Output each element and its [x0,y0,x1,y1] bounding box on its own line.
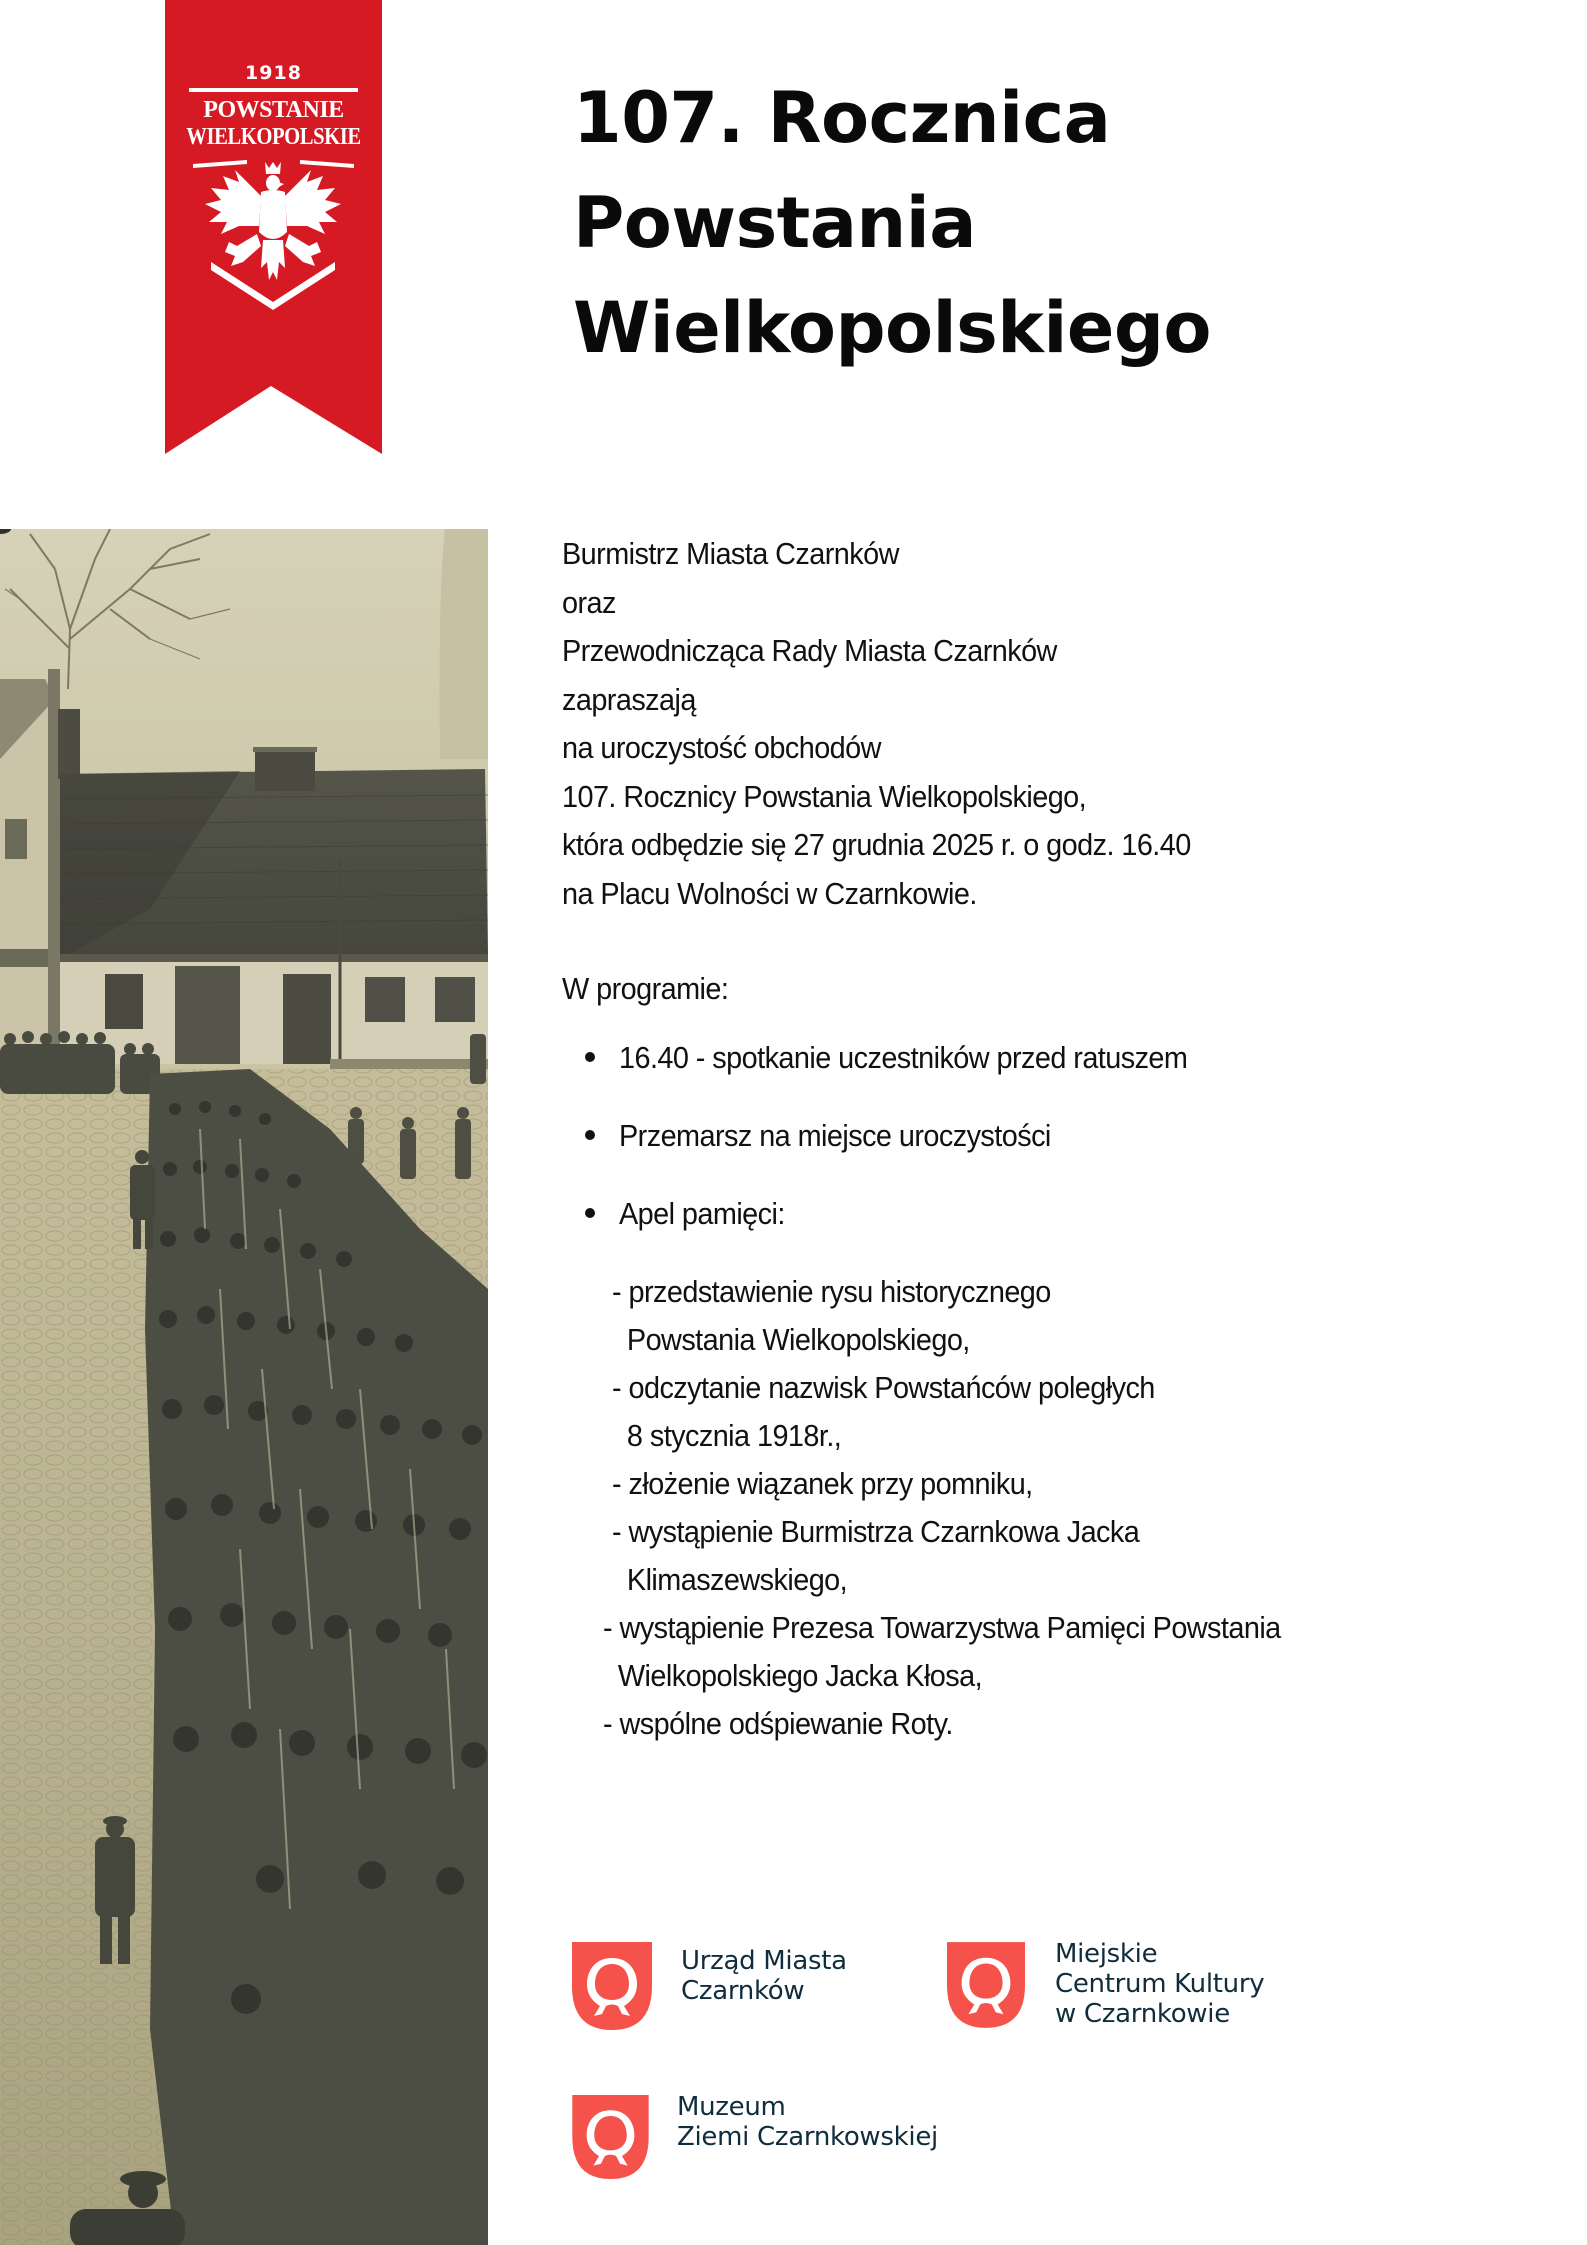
logo-label-line: Czarnków [681,1976,805,2006]
logo-label-line: Urząd Miasta [681,1946,847,1976]
powstanie-wielkopolskie-banner [165,0,382,454]
program-item: Przemarsz na miejsce uroczystości [619,1118,1051,1153]
logo-label-line: Ziemi Czarnkowskiej [677,2122,938,2152]
bullet-icon [585,1052,595,1062]
logo-label [1055,1939,1264,2029]
invitation-text [562,530,1191,918]
program-label: W programie: [562,971,729,1006]
invitation-line: na uroczystość obchodów [562,730,881,765]
bullet-icon [585,1130,595,1140]
invitation-line: Przewodnicząca Rady Miasta Czarnków [562,633,1057,668]
invitation-line: na Placu Wolności w Czarnkowie. [562,875,977,911]
logo-label-line: Muzeum [677,2092,786,2122]
sub-item-line: - wystąpienie Prezesa Towarzystwa Pamięci Powstania [603,1610,1281,1645]
soldiers-marching-photo [0,529,488,2245]
sub-item-line: 8 stycznia 1918r., [612,1418,842,1453]
bullet-icon [585,1208,595,1218]
sub-item-line: - złożenie wiązanek przy pomniku, [612,1466,1033,1501]
logo-label-line: w Czarnkowie [1055,1999,1230,2029]
sub-item-line: Powstania Wielkopolskiego, [612,1322,970,1357]
logo-label [677,2092,938,2152]
banner-year: 1918 [245,62,302,84]
program-item: 16.40 - spotkanie uczestników przed ratuszem [619,1040,1188,1075]
invitation-line: zapraszają [562,681,696,717]
logo-label [681,1946,847,2006]
sub-item-line: - wystąpienie Burmistrza Czarnkowa Jacka [612,1514,1140,1549]
logo-urzad-miasta [572,1942,847,2030]
sub-item-line: - przedstawienie rysu historycznego [612,1274,1051,1309]
title-line-3: Wielkopolskiego [573,287,1212,369]
czarnkow-shield-icon [572,1942,652,2030]
historical-photo [0,529,488,2245]
logo-miejskie-centrum-kultury [947,1939,1265,2029]
banner-title-line2: WIELKOPOLSKIE [186,124,361,150]
sub-item-line: Klimaszewskiego, [612,1562,848,1597]
logo-label-line: Miejskie [1055,1939,1158,1969]
czarnkow-shield-icon [947,1942,1025,2028]
sub-item-line: - wspólne odśpiewanie Roty. [603,1706,953,1741]
czarnkow-shield-icon [572,2095,649,2179]
invitation-line: 107. Rocznicy Powstania Wielkopolskiego, [562,778,1087,814]
sub-item-line: Wielkopolskiego Jacka Kłosa, [603,1658,983,1693]
program-item: Apel pamięci: [619,1196,785,1231]
invitation-line: Burmistrz Miasta Czarnków [562,536,899,571]
page-title [573,66,1211,381]
logo-muzeum-ziemi-czarnkowskiej [572,2092,938,2179]
invitation-line: oraz [562,584,616,620]
title-line-1: 107. Rocznica [573,77,1111,159]
logo-label-line: Centrum Kultury [1055,1969,1265,1999]
banner-title-line1: POWSTANIE [203,97,344,123]
sub-item-line: - odczytanie nazwisk Powstańców poległych [612,1370,1155,1405]
title-line-2: Powstania [573,182,976,264]
invitation-line: która odbędzie się 27 grudnia 2025 r. o godz. 16.40 [562,827,1191,862]
